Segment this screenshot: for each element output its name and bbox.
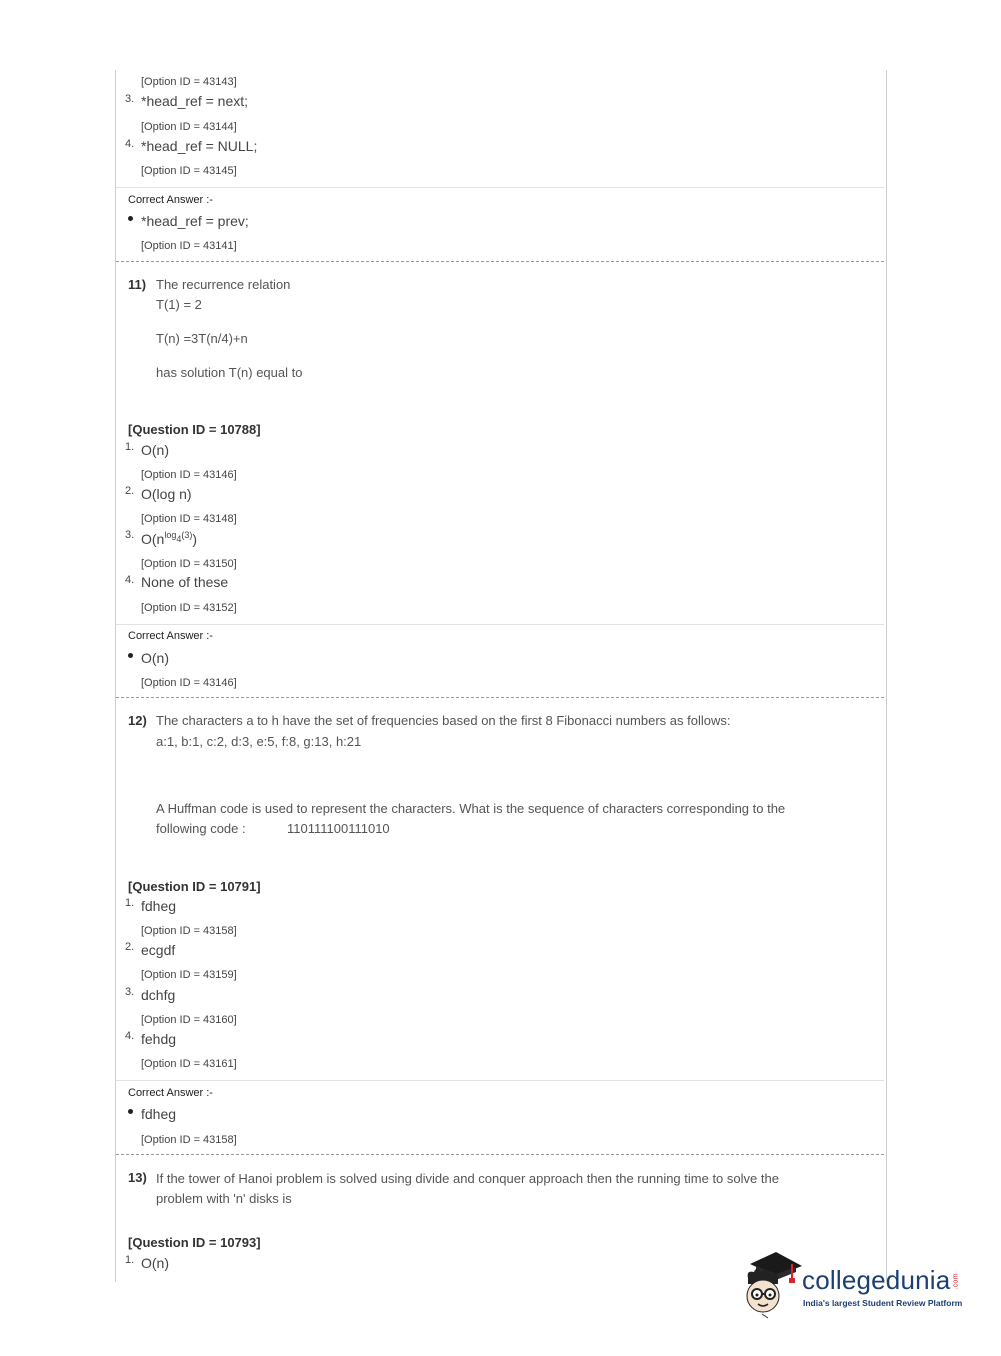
option-id: [Option ID = 43150] [141, 558, 237, 570]
question-number: 13) [128, 1170, 147, 1185]
question-id: [Question ID = 10793] [128, 1235, 261, 1250]
option-text-formula [141, 530, 197, 547]
option-text: fehdg [141, 1031, 177, 1047]
option-text: O(n) [141, 1255, 169, 1271]
divider [116, 624, 884, 625]
question-id: [Question ID = 10791] [128, 879, 261, 894]
brand-suffix: .com [952, 1273, 960, 1290]
question-text: If the tower of Hanoi problem is solved using divide and conquer approach then the running time to solve the [156, 1171, 779, 1186]
correct-answer-text: *head_ref = prev; [141, 213, 249, 229]
option-id: [Option ID = 43161] [141, 1058, 237, 1070]
correct-answer-label: Correct Answer :- [128, 630, 213, 642]
question-text: problem with 'n' disks is [156, 1191, 292, 1206]
question-number: 11) [128, 277, 147, 292]
option-id: [Option ID = 43141] [141, 240, 237, 252]
question-text: a:1, b:1, c:2, d:3, e:5, f:8, g:13, h:21 [156, 734, 362, 749]
option-number: 2. [125, 941, 135, 953]
option-id: [Option ID = 43152] [141, 602, 237, 614]
option-text: O(log n) [141, 486, 192, 502]
option-number: 4. [125, 574, 135, 586]
mascot-logo-icon [742, 1250, 804, 1320]
question-text: A Huffman code is used to represent the characters. What is the sequence of characters corresponding to the [156, 801, 786, 816]
option-text: None of these [141, 574, 229, 590]
option-number: 3. [125, 529, 135, 541]
option-number: 3. [125, 986, 135, 998]
option-number: 1. [125, 1254, 135, 1266]
formula-base-4: 4 [176, 534, 182, 544]
option-text: *head_ref = next; [141, 93, 249, 109]
question-text: T(1) = 2 [156, 297, 202, 312]
divider [116, 187, 884, 188]
option-id: [Option ID = 43143] [141, 76, 237, 88]
option-text: *head_ref = NULL; [141, 138, 258, 154]
option-text: fdheg [141, 898, 177, 914]
correct-answer-label: Correct Answer :- [128, 194, 213, 206]
bullet-icon [128, 216, 133, 221]
option-number: 4. [125, 1030, 135, 1042]
option-id: [Option ID = 43146] [141, 677, 237, 689]
option-id: [Option ID = 43146] [141, 469, 237, 481]
question-text: The characters a to h have the set of frequencies based on the first 8 Fibonacci numbers as follows: [156, 713, 731, 728]
divider [116, 1080, 884, 1081]
question-text: T(n) =3T(n/4)+n [156, 331, 248, 346]
brand-text: collegedunia [802, 1265, 951, 1295]
correct-answer-label: Correct Answer :- [128, 1087, 213, 1099]
option-number: 2. [125, 485, 135, 497]
option-id: [Option ID = 43145] [141, 165, 237, 177]
option-id: [Option ID = 43159] [141, 969, 237, 981]
bullet-icon [128, 653, 133, 658]
option-id: [Option ID = 43148] [141, 513, 237, 525]
question-text: The recurrence relation [156, 277, 291, 292]
formula-sup [164, 530, 193, 544]
option-text: ecgdf [141, 942, 176, 958]
brand-tagline: India's largest Student Review Platform [803, 1298, 963, 1308]
option-text: dchfg [141, 987, 176, 1003]
formula-close: ) [192, 531, 198, 547]
correct-answer-text: fdheg [141, 1106, 177, 1122]
option-number: 4. [125, 138, 135, 150]
question-id: [Question ID = 10788] [128, 422, 261, 437]
option-id: [Option ID = 43144] [141, 121, 237, 133]
question-text: has solution T(n) equal to [156, 365, 303, 380]
option-number: 1. [125, 897, 135, 909]
question-separator [116, 697, 884, 698]
option-number: 3. [125, 93, 135, 105]
huffman-code: 110111100111010 [287, 821, 390, 836]
question-separator [116, 1154, 884, 1155]
brand-name [802, 1265, 964, 1296]
question-separator [116, 261, 884, 262]
option-text: O(n) [141, 442, 169, 458]
option-id: [Option ID = 43158] [141, 925, 237, 937]
formula-log: log [164, 530, 177, 540]
bullet-icon [128, 1109, 133, 1114]
option-number: 1. [125, 441, 135, 453]
option-id: [Option ID = 43160] [141, 1014, 237, 1026]
option-id: [Option ID = 43158] [141, 1134, 237, 1146]
formula-arg: (3) [181, 530, 193, 540]
correct-answer-text: O(n) [141, 650, 169, 666]
question-number: 12) [128, 713, 147, 728]
formula-base: O(n [141, 531, 165, 547]
question-text: following code : [156, 821, 246, 836]
